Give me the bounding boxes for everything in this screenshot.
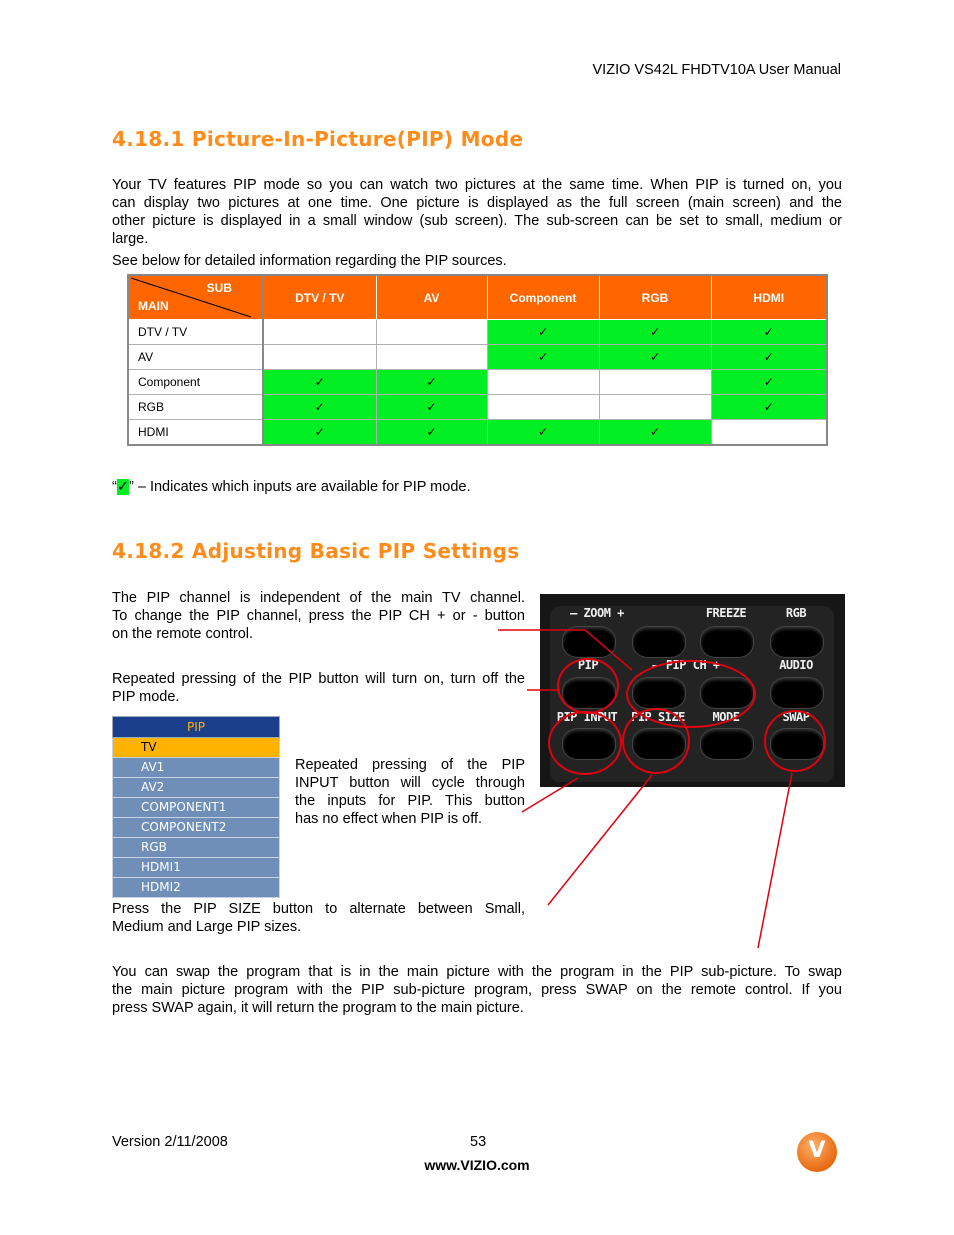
pip-menu-item-hdmi2[interactable]: HDMI2 bbox=[112, 878, 280, 898]
check-icon: ✓ bbox=[116, 479, 129, 495]
page-number: 53 bbox=[470, 1134, 487, 1150]
pip-menu-item-av1[interactable]: AV1 bbox=[112, 758, 280, 778]
check-icon: ✓ bbox=[263, 395, 376, 420]
check-icon: ✓ bbox=[599, 420, 711, 446]
text-line: large. bbox=[112, 231, 149, 247]
column-header: Component bbox=[487, 275, 599, 320]
remote-label-swap: SWAP bbox=[782, 710, 810, 724]
row-label: RGB bbox=[128, 395, 263, 420]
check-icon: ✓ bbox=[599, 345, 711, 370]
text-line: Press the PIP SIZE button to alternate between Small, bbox=[112, 901, 525, 917]
check-icon: ✓ bbox=[487, 345, 599, 370]
check-icon: ✓ bbox=[599, 320, 711, 345]
text-line: on the remote control. bbox=[112, 626, 254, 642]
check-icon: ✓ bbox=[263, 370, 376, 395]
check-icon: ✓ bbox=[263, 420, 376, 446]
pip-menu-item-rgb[interactable]: RGB bbox=[112, 838, 280, 858]
remote-label-pip-size: PIP SIZE bbox=[631, 710, 685, 724]
check-icon: ✓ bbox=[376, 420, 487, 446]
check-icon: ✓ bbox=[487, 420, 599, 446]
text-line: You can swap the program that is in the main picture with the program in the PIP sub-picture. To swap bbox=[112, 964, 842, 980]
text-line: PIP mode. bbox=[112, 689, 180, 705]
text-line: can display two pictures at one time. One picture is displayed as the full screen (main screen) and the bbox=[112, 195, 842, 211]
column-header: RGB bbox=[599, 275, 711, 320]
page-header: VIZIO VS42L FHDTV10A User Manual bbox=[592, 62, 841, 78]
text-line: The PIP channel is independent of the main TV channel. bbox=[112, 590, 525, 606]
remote-label-pip-input: PIP INPUT bbox=[556, 710, 618, 724]
remote-label-audio: AUDIO bbox=[779, 658, 813, 672]
check-icon: ✓ bbox=[376, 395, 487, 420]
pointer-line-pip-ch-diag bbox=[585, 630, 632, 670]
table-intro: See below for detailed information regarding the PIP sources. bbox=[112, 253, 507, 269]
text-line: Repeated pressing of the PIP button will turn on, turn off the bbox=[112, 671, 525, 687]
check-icon: ✓ bbox=[711, 345, 827, 370]
check-icon: ✓ bbox=[711, 395, 827, 420]
legend-open-quote: “ bbox=[112, 479, 117, 495]
check-icon: ✓ bbox=[376, 370, 487, 395]
row-label: DTV / TV bbox=[128, 320, 263, 345]
check-icon: ✓ bbox=[487, 320, 599, 345]
remote-label-pip-ch: – PIP CH + bbox=[652, 658, 720, 672]
text-line: To change the PIP channel, press the PIP CH + or - button bbox=[112, 608, 525, 624]
pip-menu-item-av2[interactable]: AV2 bbox=[112, 778, 280, 798]
pip-menu-item-component1[interactable]: COMPONENT1 bbox=[112, 798, 280, 818]
section-heading-basic-pip-settings: 4.18.2 Adjusting Basic PIP Settings bbox=[112, 539, 520, 563]
pointer-line-pip-input bbox=[522, 778, 578, 812]
text-line: Medium and Large PIP sizes. bbox=[112, 919, 302, 935]
text-line: Your TV features PIP mode so you can watch two pictures at the same time. When PIP is turned on, you bbox=[112, 177, 842, 193]
remote-label-rgb: RGB bbox=[785, 606, 807, 620]
pip-menu-item-hdmi1[interactable]: HDMI1 bbox=[112, 858, 280, 878]
column-header: HDMI bbox=[711, 275, 827, 320]
row-label: HDMI bbox=[128, 420, 263, 446]
pointer-line-pip-size bbox=[548, 775, 652, 905]
text-line: the inputs for PIP. This button bbox=[295, 793, 525, 809]
pip-menu-item-tv[interactable]: TV bbox=[112, 738, 280, 758]
pip-menu-item-component2[interactable]: COMPONENT2 bbox=[112, 818, 280, 838]
column-header: AV bbox=[376, 275, 487, 320]
legend-text: ” – Indicates which inputs are available for PIP mode. bbox=[129, 479, 471, 495]
text-line: has no effect when PIP is off. bbox=[295, 811, 483, 827]
pointer-line-swap bbox=[758, 773, 792, 948]
logo-letter: V bbox=[808, 1138, 826, 1163]
text-line: other picture is displayed in a small window (sub screen). The sub-screen can be set to small, medium or bbox=[112, 213, 842, 229]
footer-url: www.VIZIO.com bbox=[424, 1157, 530, 1173]
remote-label-freeze: FREEZE bbox=[705, 606, 747, 620]
corner-main-label: MAIN bbox=[138, 299, 169, 313]
vizio-logo-icon bbox=[797, 1132, 837, 1172]
check-icon: ✓ bbox=[711, 370, 827, 395]
section-heading-pip-mode: 4.18.1 Picture-In-Picture(PIP) Mode bbox=[112, 127, 524, 151]
text-line: Repeated pressing of the PIP bbox=[295, 757, 525, 773]
text-line: press SWAP again, it will return the program to the main picture. bbox=[112, 1000, 524, 1016]
remote-label-zoom: – ZOOM + bbox=[570, 606, 624, 620]
row-label: AV bbox=[128, 345, 263, 370]
text-line: INPUT button will cycle through bbox=[295, 775, 525, 791]
pip-menu-title: PIP bbox=[112, 716, 280, 738]
footer-version: Version 2/11/2008 bbox=[112, 1134, 228, 1150]
remote-label-mode: MODE bbox=[712, 710, 740, 724]
check-icon: ✓ bbox=[711, 320, 827, 345]
column-header: DTV / TV bbox=[263, 275, 376, 320]
text-line: the main picture program with the PIP sub-picture program, press SWAP on the remote control. If you bbox=[112, 982, 842, 998]
corner-sub-label: SUB bbox=[206, 281, 232, 295]
remote-label-pip: PIP bbox=[577, 658, 599, 672]
row-label: Component bbox=[128, 370, 263, 395]
